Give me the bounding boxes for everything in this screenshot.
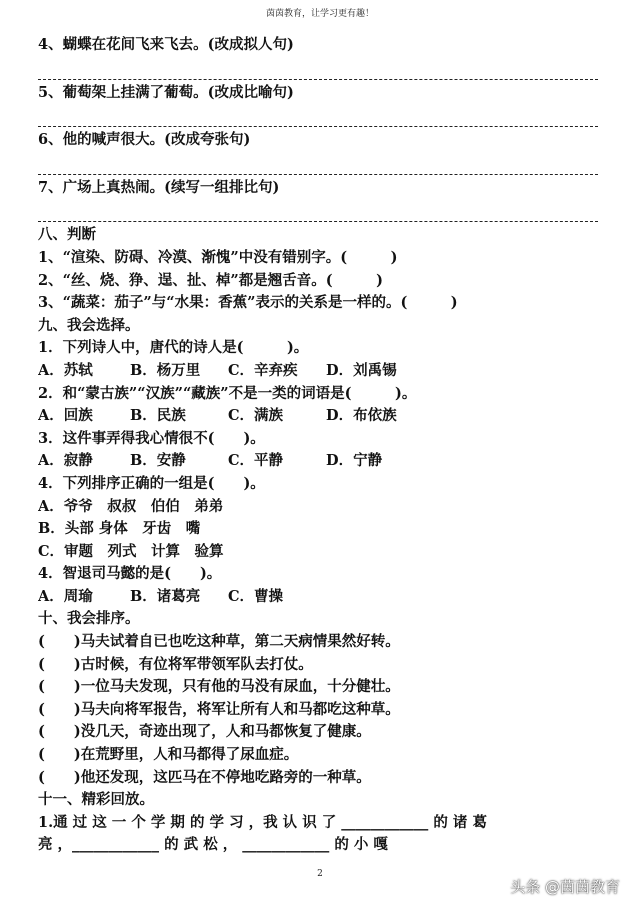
- text-line: 十、我会排序。: [38, 610, 140, 628]
- worksheet-content: [38, 34, 608, 857]
- option-row: [38, 360, 608, 383]
- option-item: A．周瑜: [38, 587, 93, 605]
- text-line: 4．下列排序正确的一组是( )。: [38, 474, 265, 492]
- text-line: 1．下列诗人中，唐代的诗人是( )。: [38, 339, 309, 357]
- option-item: D．宁静: [326, 452, 383, 470]
- text-line: B．头部 身体 牙齿 嘴: [38, 520, 201, 538]
- option-item: C．满族: [228, 407, 284, 425]
- option-item: A．苏轼: [38, 361, 93, 379]
- option-item: D．布依族: [326, 407, 397, 425]
- text-line: 3、“蔬菜：茄子”与“水果：香蕉”表示的关系是一样的。( ): [38, 294, 458, 312]
- option-item: C．曹操: [228, 587, 284, 605]
- text-line: ( )他还发现，这匹马在不停地吃路旁的一种草。: [38, 768, 371, 786]
- answer-line: [38, 104, 598, 127]
- text-line: 2、“丝、烧、狰、逞、扯、棹”都是翘舌音。( ): [38, 271, 383, 289]
- option-item: C．辛弃疾: [228, 361, 298, 379]
- text-line: 1.通 过 这 一 个 学 期 的 学 习 ，我 认 识 了 ____________ 的 诸 葛: [38, 813, 487, 831]
- text-line: 4、蝴蝶在花间飞来飞去。(改成拟人句): [38, 36, 294, 53]
- option-row: [38, 450, 608, 473]
- text-line: 九、我会选择。: [38, 316, 140, 334]
- option-row: [38, 405, 608, 428]
- option-item: B．民族: [130, 407, 186, 425]
- text-line: 6、他的喊声很大。(改成夸张句): [38, 131, 251, 149]
- text-line: 5、葡萄架上挂满了葡萄。(改成比喻句): [38, 83, 294, 101]
- option-row: [38, 586, 608, 609]
- option-item: C．平静: [228, 452, 284, 470]
- text-line: C．审题 列式 计算 验算: [38, 542, 224, 560]
- text-line: ( )没几天，奇迹出现了，人和马都恢复了健康。: [38, 723, 371, 741]
- watermark: 头条 @茵茵教育: [510, 878, 620, 896]
- option-item: B．杨万里: [130, 361, 201, 379]
- text-line: 1、“渲染、防碍、冷漠、渐愧”中没有错别字。( ): [38, 248, 398, 266]
- text-line: 八、判断: [38, 226, 96, 244]
- page-number: 2: [317, 869, 323, 879]
- text-line: A．爷爷 叔叔 伯伯 弟弟: [38, 497, 224, 515]
- text-line: 3．这件事弄得我心情很不( )。: [38, 429, 265, 447]
- option-item: D．刘禹锡: [326, 361, 397, 379]
- option-item: B．安静: [130, 452, 186, 470]
- text-line: ( )一位马夫发现，只有他的马没有尿血，十分健壮。: [38, 678, 400, 696]
- text-line: ( )在荒野里，人和马都得了尿血症。: [38, 746, 299, 764]
- answer-line: [38, 152, 598, 175]
- text-line: 4．智退司马懿的是( )。: [38, 565, 222, 583]
- answer-line: [38, 199, 598, 222]
- text-line: 十一、精彩回放。: [38, 791, 154, 809]
- text-line: ( )古时候，有位将军带领军队去打仗。: [38, 655, 313, 673]
- option-item: B．诸葛亮: [130, 587, 201, 605]
- option-item: A．寂静: [38, 452, 93, 470]
- answer-line: [38, 57, 598, 80]
- page-header: 茵茵教育，让学习更有趣！: [265, 9, 374, 19]
- text-line: ( )马夫向将军报告，将军让所有人和马都吃这种草。: [38, 700, 400, 718]
- text-line: ( )马夫试着自已也吃这种草，第二天病情果然好转。: [38, 633, 400, 651]
- text-line: 7、广场上真热闹。(续写一组排比句): [38, 178, 280, 196]
- text-line: 2．和“蒙古族”“汉族”“藏族”不是一类的词语是( )。: [38, 384, 417, 402]
- option-item: A．回族: [38, 407, 93, 425]
- text-line: 亮 ，____________ 的 武 松 ， ____________ 的 小 嘎: [38, 836, 388, 854]
